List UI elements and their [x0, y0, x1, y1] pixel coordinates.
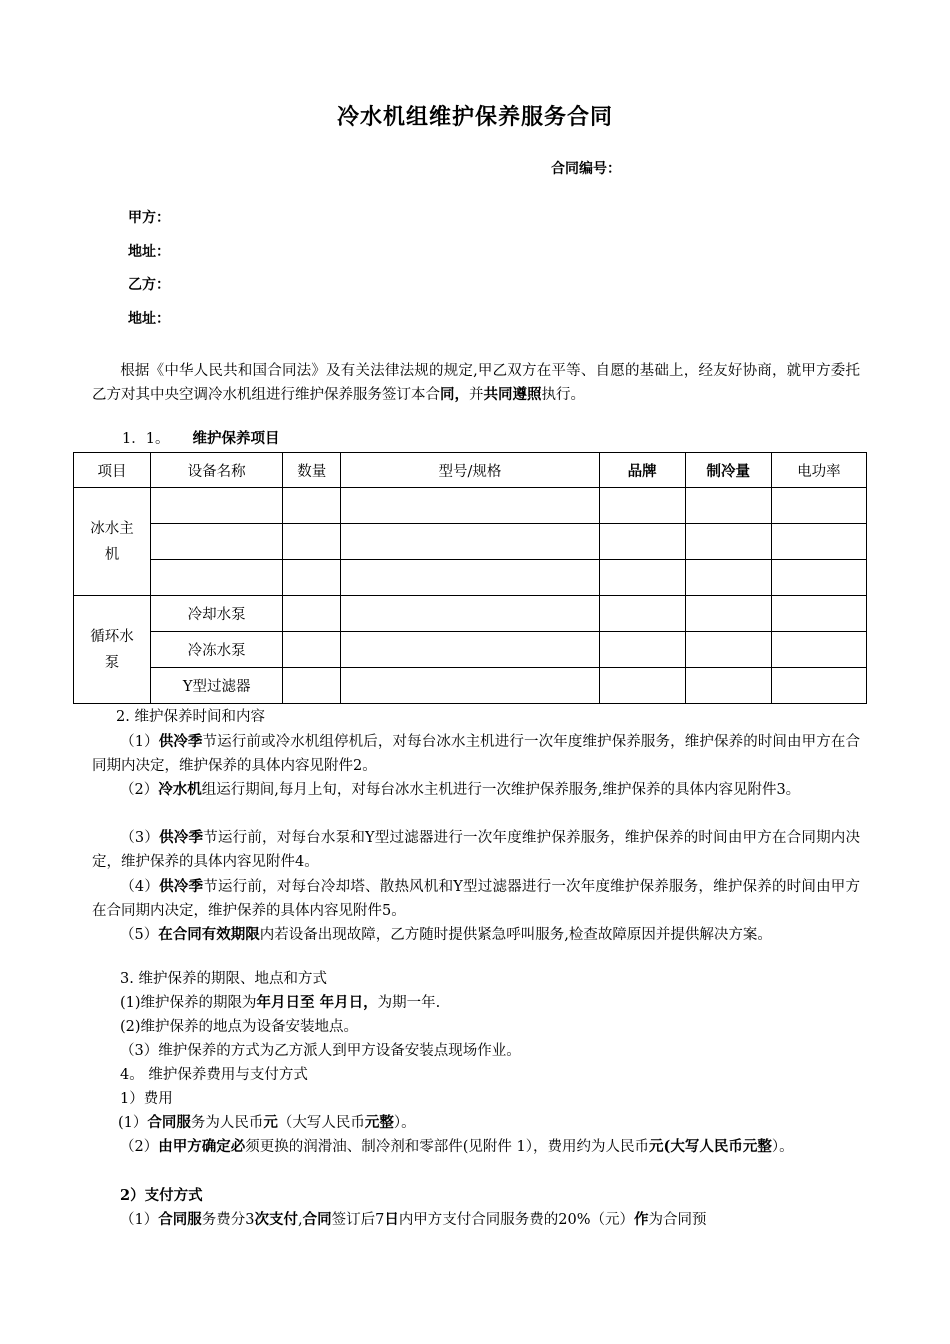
section-2-item: （4）供冷季节运行前，对每台冷却塔、散热风机和Y型过滤器进行一次年度维护保养服务，维护保养的时间由甲方在合同期内决定，维护保养的具体内容见附件5。: [92, 878, 861, 919]
section-4-heading: 4。 维护保养费用与支付方式: [120, 1067, 308, 1083]
header-cell: 型号/规格: [341, 453, 599, 488]
equipment-name-cell: Y型过滤器: [151, 668, 283, 704]
section-1-heading: 1．1。 维护保养项目: [122, 430, 280, 447]
section-3-term: (1)维护保养的期限为年月日至 年月日，为期一年.: [120, 994, 441, 1011]
header-cell: 制冷量: [685, 453, 771, 488]
header-cell: 项目: [74, 453, 151, 488]
header-cell: 数量: [283, 453, 341, 488]
payment-item-1: （1）合同服务费分3次支付,合同签订后7日内甲方支付合同服务费的20%（元）作为合同预: [120, 1211, 707, 1228]
equipment-name-cell: 冷冻水泵: [151, 632, 283, 668]
table-row: [74, 596, 867, 632]
header-cell: 设备名称: [151, 453, 283, 488]
party-a-address-label: 地址：: [128, 244, 170, 260]
header-cell: 品牌: [599, 453, 685, 488]
section-2-item: （3）供冷季节运行前，对每台水泵和Y型过滤器进行一次年度维护保养服务，维护保养的时间由甲方在合同期内决定，维护保养的具体内容见附件4。: [92, 829, 861, 870]
section-2-item: （1）供冷季节运行前或冷水机组停机后，对每台冰水主机进行一次年度维护保养服务，维护保养的时间由甲方在合同期内决定，维护保养的具体内容见附件2。: [92, 733, 861, 774]
maintenance-items-table: [73, 452, 867, 704]
table-header-row: [74, 453, 867, 488]
equipment-name-cell: 冷却水泵: [151, 596, 283, 632]
table-row: [74, 668, 867, 704]
section-3-heading: 3. 维护保养的期限、地点和方式: [120, 971, 327, 987]
header-cell: 电功率: [771, 453, 866, 488]
fee-item-1: (1）合同服务为人民币元（大写人民币元整）。: [118, 1114, 416, 1131]
party-b-label: 乙方：: [128, 277, 170, 293]
section-2-heading: 2. 维护保养时间和内容: [116, 709, 265, 725]
document-title: 冷水机组维护保养服务合同: [336, 105, 613, 130]
party-a-label: 甲方：: [128, 210, 170, 226]
group-cell-pumps: 循环水泵: [74, 596, 151, 704]
party-b-address-label: 地址：: [128, 311, 170, 327]
payment-heading: 2）支付方式: [120, 1187, 203, 1204]
fee-item-2: （2）由甲方确定必须更换的润滑油、制冷剂和零部件(见附件 1），费用约为人民币元(大写人民币元整）。: [120, 1138, 794, 1155]
section-2-item: （2）冷水机组运行期间,每月上旬，对每台冰水主机进行一次维护保养服务,维护保养的具体内容见附件3。: [120, 781, 801, 798]
section-3-location: (2)维护保养的地点为设备安装地点。: [120, 1019, 359, 1035]
table-row: [74, 524, 867, 560]
intro-paragraph: 根据《中华人民共和国合同法》及有关法律法规的规定,甲乙双方在平等、自愿的基础上，经友好协商，就甲方委托乙方对其中央空调冷水机组进行维护保养服务签订本合同，并共同遵照执行。: [92, 363, 860, 403]
table-row: [74, 632, 867, 668]
contract-number-label: 合同编号：: [551, 161, 621, 177]
table-row: [74, 560, 867, 596]
table-row: [74, 488, 867, 524]
fee-heading: 1）费用: [120, 1091, 173, 1107]
section-2-item: （5）在合同有效期限内若设备出现故障，乙方随时提供紧急呼叫服务,检查故障原因并提供解决方案。: [120, 926, 772, 943]
group-cell-chiller: 冰水主机: [74, 488, 151, 596]
section-3-method: （3）维护保养的方式为乙方派人到甲方设备安装点现场作业。: [120, 1043, 521, 1059]
